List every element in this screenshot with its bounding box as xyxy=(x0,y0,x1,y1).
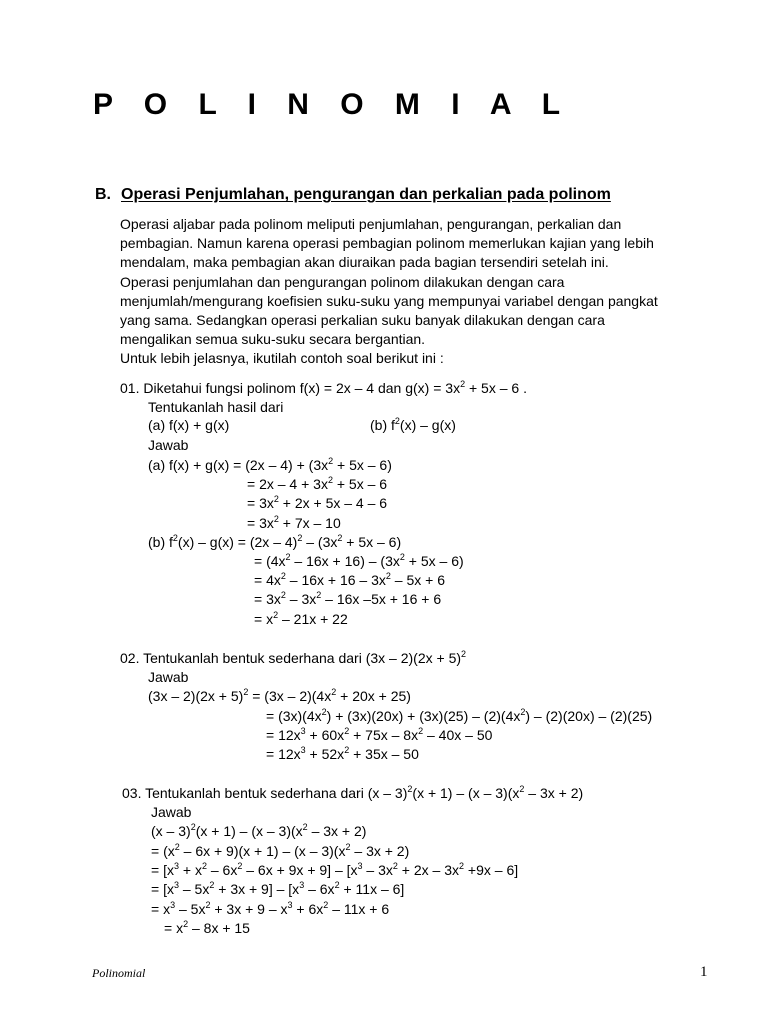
example-2-answer-label: Jawab xyxy=(148,669,189,685)
example-2-line: = $12x^3 + 60x^2 + 75x - 8x^2 - 40x - 50$ xyxy=(266,726,493,743)
section-letter: B. xyxy=(95,186,111,203)
example-3-question: 03. Tentukanlah bentuk sederhana dari $(x - 3)^2(x + 1) - (x - 3)(x^2 - 3x + 2)$ xyxy=(122,784,584,801)
example-1-part-b: (b) $f^2(x) - g(x)$ xyxy=(370,416,456,433)
example-1-answer-label: Jawab xyxy=(148,437,189,453)
intro-line: menjumlah/mengurang koefisien suku-suku yang mempunyai variabel dengan pangkat xyxy=(120,292,658,309)
example-1-b-line: = $(4x^2 - 16x + 16) - (3x^2 + 5x - 6)$ xyxy=(254,552,464,569)
example-2-line: = $12x^3 + 52x^2 + 35x - 50$ xyxy=(266,745,419,762)
intro-line: mengalikan semua suku-suku secara bergantian. xyxy=(120,331,426,348)
example-1-a-line: = $3x^2 + 7x - 10$ xyxy=(247,514,341,531)
section-heading: Operasi Penjumlahan, pengurangan dan perkalian pada polinom xyxy=(121,186,611,203)
example-1-a-line: (a) $f(x) + g(x) = (2x - 4) + (3x^2 + 5x - 6)$ xyxy=(148,456,392,473)
example-1-b-line: = $4x^2 - 16x + 16 - 3x^2 - 5x + 6$ xyxy=(254,571,446,588)
example-1-a-line: = $3x^2 + 2x + 5x - 4 - 6$ xyxy=(247,494,388,511)
example-3-line: = $[x^3 - 5x^2 + 3x + 9] - [x^3 - 6x^2 + 11x - 6]$ xyxy=(151,880,405,897)
example-3-line: = $(x^2 - 6x + 9)(x + 1) - (x - 3)(x^2 - 3x + 2)$ xyxy=(151,842,410,859)
example-3-line: $(x - 3)^2(x + 1) - (x - 3)(x^2 - 3x + 2)$ xyxy=(151,822,367,839)
example-3-line: = $[x^3 + x^2 - 6x^2 - 6x + 9x + 9] - [x^3 - 3x^2 + 2x - 3x^2 +9x - 6]$ xyxy=(151,861,519,878)
page-number: 1 xyxy=(700,964,708,980)
intro-line: mendalam, maka pembagian akan diuraikan pada bagian tersendiri setelah ini. xyxy=(120,254,609,271)
example-3-answer-label: Jawab xyxy=(151,804,192,820)
example-1-b-line: = $3x^2 - 3x^2 - 16x$ –5x + 16 + 6 xyxy=(254,590,442,607)
example-1-question: 01. Diketahui fungsi polinom f(x) = 2x – 4 dan $g(x) = 3x^2 + 5x - 6$ . xyxy=(120,379,527,396)
intro-line: yang sama. Sedangkan operasi perkalian suku banyak dilakukan dengan cara xyxy=(120,311,605,328)
example-1-part-a: (a) f(x) + g(x) xyxy=(148,417,230,433)
example-3-line: = $x^3 - 5x^2 + 3x + 9 - x^3 + 6x^2 - 11x + 6$ xyxy=(151,900,390,917)
example-2-line: = $(3x)(4x^2) + (3x)(20x) + (3x)(25) - (2)(4x^2) - (2)(20x) - (2)(25)$ xyxy=(266,707,653,724)
intro-line: Operasi penjumlahan dan pengurangan polinom dilakukan dengan cara xyxy=(120,273,565,290)
example-2-line: $(3x - 2)(2x + 5)^2 = (3x - 2)(4x^2 + 20x + 25)$ xyxy=(148,687,411,704)
example-1-b-line: (b) $f^2(x) - g(x) = (2x - 4)^2 - (3x^2 + 5x - 6)$ xyxy=(148,533,402,550)
example-1-b-line: = $x^2 - 21x + 22$ xyxy=(254,610,348,627)
intro-paragraph xyxy=(120,215,658,369)
example-3-line: = $x^2 - 8x + 15$ xyxy=(164,919,250,936)
example-1-a-line: = $2x - 4 + 3x^2 + 5x - 6$ xyxy=(247,475,388,492)
page-title: P O L I N O M I A L xyxy=(93,88,572,121)
footer-title: Polinomial xyxy=(92,966,146,980)
example-2-question: 02. Tentukanlah bentuk sederhana dari $(3x - 2)(2x + 5)^2$ xyxy=(120,649,467,666)
example-1-task: Tentukanlah hasil dari xyxy=(148,399,284,415)
intro-line: Untuk lebih jelasnya, ikutilah contoh soal berikut ini : xyxy=(120,350,444,367)
intro-line: pembagian. Namun karena operasi pembagian polinom memerlukan kajian yang lebih xyxy=(120,235,654,252)
intro-line: Operasi aljabar pada polinom meliputi penjumlahan, pengurangan, perkalian dan xyxy=(120,216,622,232)
